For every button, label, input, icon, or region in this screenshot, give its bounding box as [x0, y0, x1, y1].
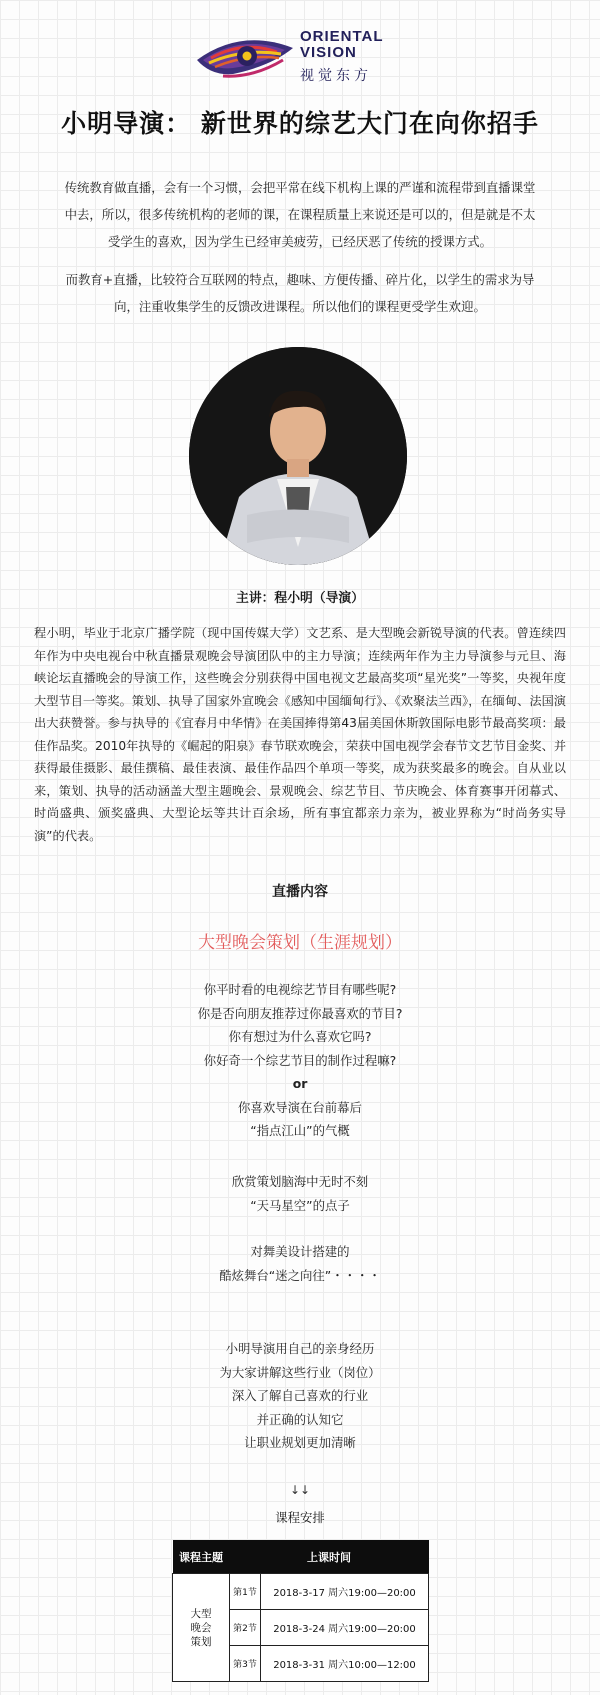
session-index: 第1节: [230, 1574, 261, 1610]
course-title: 大型晚会策划（生涯规划）: [198, 933, 402, 953]
intro-paragraph-1: 传统教育做直播，会有一个习惯，会把平常在线下机构上课的严谨和流程带到直播课堂中去，所以，很多传统机构的老师的课，在课程质量上来说还是可以的，但是就是不太受学生的喜欢，因为学生已经审美疲劳，已经厌恶了传统的授课方式。: [64, 180, 536, 249]
text-line: “天马星空”的点子: [250, 1197, 350, 1213]
question-list: [0, 978, 600, 1143]
brand-name-line-2: VISION: [300, 44, 357, 61]
text-line: 欣赏策划脑海中无时不刻: [231, 1174, 369, 1189]
summary-lines: [0, 1337, 600, 1455]
text-line: 小明导演用自己的亲身经历: [225, 1341, 375, 1356]
header-topic: 课程主题: [173, 1540, 230, 1574]
session-index: 第2节: [230, 1610, 261, 1646]
brand-name-cn: 视觉东方: [300, 68, 372, 84]
speaker-photo: [189, 347, 407, 565]
text-line: 深入了解自己喜欢的行业: [231, 1388, 369, 1403]
header-time: 上课时间: [230, 1540, 429, 1574]
text-line: 并正确的认知它: [256, 1411, 344, 1427]
question-line: 你有想过为什么喜欢它吗?: [228, 1029, 372, 1044]
schedule-table: [172, 1540, 429, 1682]
speaker-name: 主讲：程小明（导演）: [236, 591, 364, 606]
schedule-label: 课程安排: [275, 1510, 325, 1525]
text-line: 对舞美设计搭建的: [250, 1244, 350, 1259]
intro-paragraph-2: 而教育+直播，比较符合互联网的特点，趣味、方便传播、碎片化，以学生的需求为导向，注重收集学生的反馈改进课程。所以他们的课程更受学生欢迎。: [65, 272, 535, 314]
question-line: 你好奇一个综艺节目的制作过程嘛?: [203, 1052, 397, 1068]
text-line: 为大家讲解这些行业（岗位）: [219, 1364, 381, 1380]
brand-name-en: [300, 29, 384, 61]
eye-logo-icon: [193, 30, 297, 86]
session-time: 2018-3-17 周六19:00—20:00: [261, 1574, 429, 1610]
session-time: 2018-3-24 周六19:00—20:00: [261, 1610, 429, 1646]
table-header-row: [173, 1540, 429, 1574]
topic-text: 大型晚会策划: [190, 1607, 212, 1648]
oriental-vision-logo: [193, 26, 413, 88]
question-line: 你平时看的电视综艺节目有哪些呢?: [203, 982, 397, 997]
question-line: or: [292, 1076, 308, 1091]
topic-cell: [173, 1574, 230, 1682]
speaker-bio: 程小明，毕业于北京广播学院（现中国传媒大学）文艺系、是大型晚会新锐导演的代表。曾连续四年作为中央电视台中秋直播景观晚会导演团队中的主力导演；连续两年作为主力导演参与元旦、海峡论坛直播晚会的导演工作，这些晚会分别获得中国电视文艺最高奖项“星光奖”一等奖，央视年度大型节目一等奖。策划、执导了国家外宣晚会《感知中国缅甸行》、《欢聚法兰西》，在缅甸、法国演出大获赞誉。参与执导的《宜春月中华情》在美国捧得第43届美国休斯敦国际电影节最高奖项：最佳作品奖。2010年执导的《崛起的阳泉》春节联欢晚会，荣获中国电视学会春节文艺节目金奖、并获得最佳摄影、最佳撰稿、最佳表演、最佳作品四个单项一等奖，成为获奖最多的晚会。自从业以来，策划、执导的活动涵盖大型主题晚会、景观晚会、综艺节目、节庆晚会、体育赛事开闭幕式、时尚盛典、颁奖盛典、大型论坛等共计百余场，所有事宜都亲力亲为，被业界称为“时尚务实导演”的代表。: [34, 626, 566, 843]
question-line: “指点江山”的气概: [250, 1123, 350, 1138]
question-line: 你是否向朋友推荐过你最喜欢的节目?: [197, 1005, 403, 1021]
stage-lines: [0, 1240, 600, 1287]
page-title: 小明导演： 新世界的综艺大门在向你招手: [61, 109, 539, 138]
idea-lines: [0, 1170, 600, 1217]
down-arrows-icon: ↓↓: [289, 1483, 311, 1497]
section-title: 直播内容: [272, 884, 328, 900]
text-line: 让职业规划更加清晰: [244, 1435, 356, 1450]
question-line: 你喜欢导演在台前幕后: [238, 1099, 362, 1115]
session-index: 第3节: [230, 1646, 261, 1682]
speaker-portrait-image: [189, 347, 407, 565]
session-time: 2018-3-31 周六10:00—12:00: [261, 1646, 429, 1682]
text-line: 酷炫舞台“迷之向往”・・・・: [219, 1267, 381, 1283]
table-row: [173, 1574, 429, 1610]
brand-name-line-1: ORIENTAL: [300, 28, 384, 45]
